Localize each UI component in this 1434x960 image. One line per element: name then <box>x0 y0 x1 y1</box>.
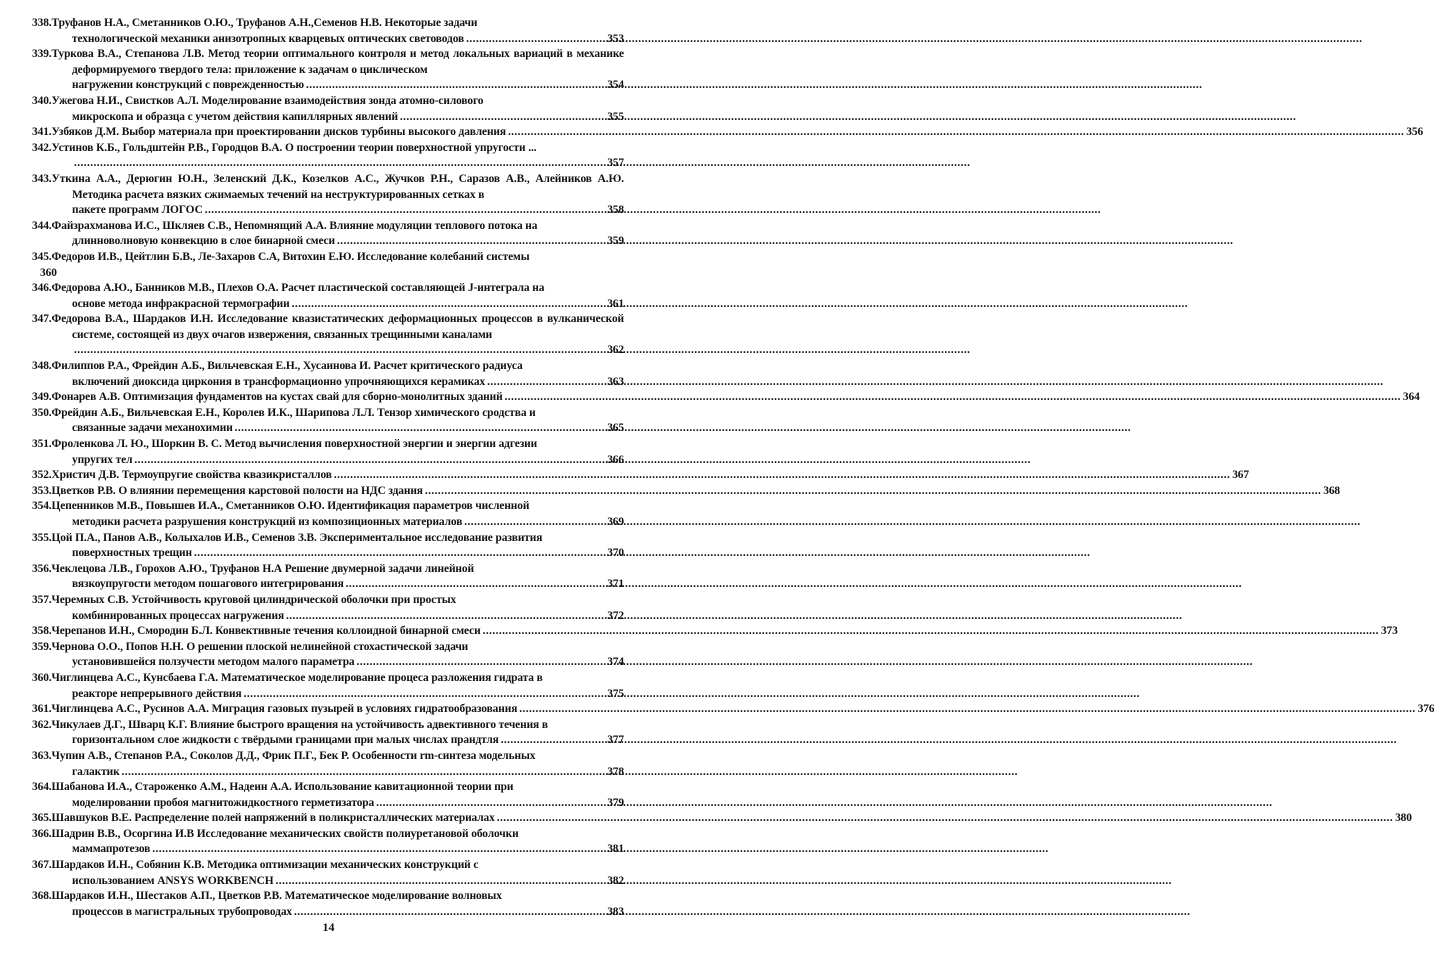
toc-entry[interactable] <box>32 94 624 125</box>
entry-page: 370 <box>607 547 624 560</box>
dot-leader <box>337 234 605 250</box>
entry-title: Федорова В.А., Шардаков И.Н. Исследование квазистатических деформационных процессов в вулканической системе, состоящей из двух очагов извержения, связанных трещинными каналами <box>51 313 624 341</box>
toc-entry[interactable] <box>32 312 624 359</box>
dot-leader <box>346 577 606 593</box>
table-of-contents <box>32 16 1434 920</box>
entry-number: 346. <box>32 282 52 295</box>
entry-title: Чернова О.О., Попов Н.Н. О решении плоской нелинейной стохастической задачи <box>51 640 469 653</box>
toc-entry[interactable] <box>32 889 624 920</box>
entry-title-end: комбинированных процессах нагружения <box>72 609 285 622</box>
entry-page: 365 <box>607 422 624 435</box>
entry-page: 362 <box>607 344 624 357</box>
toc-entry[interactable] <box>32 811 1412 827</box>
entry-number: 354. <box>32 500 52 513</box>
dot-leader <box>425 484 1321 500</box>
entry-number: 348. <box>32 360 52 373</box>
dot-leader <box>376 796 605 812</box>
entry-page: 363 <box>607 375 624 388</box>
entry-title: Черемных С.В. Устойчивость круговой цилиндрической оболочки при простых <box>51 593 457 606</box>
entry-title-end: Христич Д.В. Термоупругие свойства квазикристаллов <box>51 469 332 482</box>
entry-number: 361. <box>32 703 52 716</box>
entry-title-end: использованием ANSYS WORKBENCH <box>72 874 274 887</box>
dot-leader <box>244 687 606 703</box>
entry-title: Файзрахманова И.С., Шкляев С.В., Непомнящий А.А. Влияние модуляции теплового потока на <box>51 219 538 232</box>
entry-number: 367. <box>32 859 52 872</box>
dot-leader <box>194 546 605 562</box>
entry-number: 368. <box>32 890 52 903</box>
toc-entry[interactable] <box>32 484 1341 500</box>
entry-title-end: упругих тел <box>72 453 133 466</box>
entry-page: 375 <box>607 687 624 700</box>
entry-number: 362. <box>32 718 52 731</box>
dot-leader <box>501 733 606 749</box>
entry-number: 366. <box>32 827 52 840</box>
entry-title: Филиппов Р.А., Фрейдин А.Б., Вильчевская Е.Н., Хусаинова И. Расчет критического радиуса <box>51 360 523 373</box>
entry-number: 347. <box>32 313 52 326</box>
dot-leader <box>294 905 605 921</box>
dot-leader <box>152 842 605 858</box>
entry-number: 356. <box>32 562 52 575</box>
entry-title-end: Чиглинцева А.С., Русинов А.А. Миграция газовых пузырей в условиях гидратообразования <box>51 703 518 716</box>
entry-title: Фроленкова Л. Ю., Шоркин В. С. Метод вычисления поверхностной энергии и энергии адгезии <box>51 438 538 451</box>
entry-title-end: Узбяков Д.М. Выбор материала при проектировании дисков турбины высокого давления <box>51 126 506 139</box>
entry-number: 349. <box>32 391 52 404</box>
entry-title: Шадрин В.В., Осоргина И.В Исследование механических свойств полиуретановой оболочки <box>51 827 519 840</box>
entry-title-end: Цветков Р.В. О влиянии перемещения карстовой полости на НДС здания <box>51 484 423 497</box>
entry-number: 363. <box>32 749 52 762</box>
entry-page: 355 <box>607 110 624 123</box>
dot-leader <box>400 110 605 126</box>
entry-page: 373 <box>1380 625 1398 638</box>
dot-leader <box>276 874 606 890</box>
entry-title: Ужегова Н.И., Свистков А.Л. Моделирование взаимодействия зонда атомно-силового <box>51 94 484 107</box>
entry-title: Шардаков И.Н., Собянин К.В. Методика оптимизации механических конструкций с <box>51 859 479 872</box>
toc-entry[interactable] <box>32 624 1398 640</box>
toc-entry[interactable] <box>32 47 624 94</box>
entry-number: 344. <box>32 219 52 232</box>
toc-entry[interactable] <box>32 16 624 47</box>
dot-leader <box>497 811 1393 827</box>
entry-page: 358 <box>607 204 624 217</box>
entry-page: 374 <box>607 656 624 669</box>
entry-page: 376 <box>1417 703 1434 716</box>
entry-page: 366 <box>607 453 624 466</box>
entry-page: 364 <box>1402 391 1420 404</box>
entry-title-end: вязкоупругости методом пошагового интегрирования <box>72 578 344 591</box>
entry-page: 368 <box>1323 484 1341 497</box>
entry-page: 353 <box>607 32 624 45</box>
entry-page: 357 <box>607 157 624 170</box>
dot-leader <box>134 453 605 469</box>
entry-title-end: поверхностных трещин <box>72 547 192 560</box>
dot-leader <box>306 78 605 94</box>
toc-entry[interactable] <box>32 858 624 889</box>
entry-title: Чеклецова Л.В., Горохов А.Ю., Труфанов Н.А Решение двумерной задачи линейной <box>51 562 474 575</box>
toc-entry[interactable] <box>32 468 1249 484</box>
toc-entry[interactable] <box>32 499 624 530</box>
entry-number: 357. <box>32 593 52 606</box>
entry-title-end: связанные задачи механохимии <box>72 422 233 435</box>
dot-leader <box>519 702 1415 718</box>
toc-entry[interactable] <box>32 827 624 858</box>
entry-title: Цой П.А., Панов А.В., Колыхалов И.В., Семенов З.В. Экспериментальное исследование развития <box>51 531 543 544</box>
entry-title-end: маммапротезов <box>72 843 151 856</box>
entry-page: 379 <box>607 796 624 809</box>
dot-leader <box>286 609 605 625</box>
entry-number: 360. <box>32 671 52 684</box>
entry-title-end: реакторе непрерывного действия <box>72 687 242 700</box>
toc-entry[interactable] <box>32 640 624 671</box>
entry-title-end: Шавшуков В.Е. Распределение полей напряжений в поликристаллических материалах <box>51 812 495 825</box>
dot-leader <box>122 765 606 781</box>
dot-leader <box>466 32 605 48</box>
toc-entry[interactable] <box>32 593 624 624</box>
entry-title-end: основе метода инфракрасной термографии <box>72 297 290 310</box>
entry-page: 371 <box>607 578 624 591</box>
toc-entry[interactable] <box>32 141 624 172</box>
entry-number: 339. <box>32 48 52 61</box>
dot-leader <box>487 375 605 391</box>
entry-title-end: нагружении конструкций с поврежденностью <box>72 79 304 92</box>
entry-title-end: технологической механики анизотропных кварцевых оптических световодов <box>72 32 465 45</box>
entry-title-end: методики расчета разрушения конструкций из композиционных материалов <box>72 516 463 528</box>
entry-title-end: Черепанов И.Н., Смородин Б.Л. Конвективные течения коллоидной бинарной смеси <box>51 625 481 638</box>
toc-entry[interactable] <box>32 671 624 702</box>
toc-entry[interactable] <box>32 718 624 749</box>
dot-leader <box>205 203 606 219</box>
entry-title-end: включений диоксида циркония в трансформационно упрочняющихся керамиках <box>72 375 486 388</box>
toc-entry[interactable] <box>32 359 624 390</box>
entry-title-end: моделировании пробоя магнитожидкостного герметизатора <box>72 796 375 809</box>
entry-number: 365. <box>32 812 52 825</box>
entry-number: 345. <box>32 250 52 263</box>
dot-leader <box>483 624 1379 640</box>
entry-number: 340. <box>32 94 52 107</box>
entry-page: 360 <box>40 266 57 279</box>
toc-entry[interactable] <box>32 219 624 250</box>
entry-page: 377 <box>607 734 624 747</box>
dot-leader <box>357 655 606 671</box>
toc-entry[interactable] <box>32 281 624 312</box>
entry-title-end: процессов в магистральных трубопроводах <box>72 905 293 918</box>
entry-page: 372 <box>607 609 624 622</box>
entry-title: Федорова А.Ю., Банников М.В., Плехов О.А. Расчет пластической составляющей J-интеграла на <box>51 282 545 295</box>
entry-number: 341. <box>32 126 52 139</box>
entry-number: 338. <box>32 17 52 29</box>
entry-title: Шардаков И.Н., Шестаков А.П., Цветков Р.В. Математическое моделирование волновых <box>51 890 502 903</box>
toc-entry[interactable] <box>32 172 624 219</box>
entry-page: 381 <box>607 843 624 856</box>
entry-number: 364. <box>32 781 52 794</box>
entry-page: 359 <box>607 235 624 248</box>
entry-page: 354 <box>607 79 624 92</box>
entry-number: 352. <box>32 469 52 482</box>
entry-title: Устинов К.Б., Гольдштейн Р.В., Городцов В.А. О построении теории поверхностной упругости ... <box>51 141 537 154</box>
page-number: 14 <box>322 920 335 934</box>
dot-leader <box>464 515 605 531</box>
entry-title: Уткина А.А., Дерюгин Ю.Н., Зеленский Д.К., Козелков А.С., Жучков Р.Н., Саразов А.В., Алейников А.Ю. Методика расчета вязких сжимаемых течений на неструктурированных сетках в <box>51 172 624 201</box>
toc-entry[interactable] <box>32 390 1420 406</box>
entry-title-end: установившейся ползучести методом малого параметра <box>72 656 355 669</box>
entry-number: 353. <box>32 484 52 497</box>
toc-entry[interactable] <box>32 437 624 468</box>
dot-leader <box>235 421 606 437</box>
entry-number: 351. <box>32 438 52 451</box>
entry-title-end: Фонарев А.В. Оптимизация фундаментов на кустах свай для сборно-монолитных зданий <box>51 391 503 404</box>
entry-title: Шабанова И.А., Староженко А.М., Надеин А.А. Использование кавитационной теории при <box>51 781 514 794</box>
entry-page: 383 <box>607 905 624 918</box>
entry-title-end: галактик <box>72 765 120 778</box>
entry-title-end: пакете программ ЛОГОС <box>72 204 203 217</box>
entry-title: Фрейдин А.Б., Вильчевская Е.Н., Королев И.К., Шарипова Л.Л. Тензор химического сродства и <box>51 406 536 419</box>
entry-title-end: горизонтальном слое жидкости с твёрдыми границами при малых числах прандтля <box>72 734 499 747</box>
toc-entry[interactable] <box>32 562 624 593</box>
entry-page: 380 <box>1395 812 1412 825</box>
entry-page: 382 <box>607 874 624 887</box>
entry-page: 356 <box>1406 126 1424 139</box>
entry-number: 355. <box>32 531 52 544</box>
entry-title-end: микроскопа и образца с учетом действия капиллярных явлений <box>72 110 398 123</box>
toc-entry[interactable] <box>32 531 624 562</box>
entry-number: 343. <box>32 172 52 185</box>
toc-entry[interactable] <box>32 125 1424 141</box>
entry-page: 367 <box>1232 469 1249 482</box>
entry-page: 378 <box>607 765 624 778</box>
dot-leader <box>292 297 606 313</box>
entry-number: 342. <box>32 141 52 154</box>
entry-title: Цепенников М.В., Повышев И.А., Сметанников О.Ю. Идентификация параметров численной <box>51 500 530 513</box>
entry-title: Чупин А.В., Степанов Р.А., Соколов Д.Д., Фрик П.Г., Бек Р. Особенности rm-синтеза модельных <box>51 749 536 762</box>
entry-title: Федоров И.В., Цейтлин Б.В., Ле-Захаров С.А, Витохин Е.Ю. Исследование колебаний системы <box>51 250 530 263</box>
entry-title-end: длинноволновую конвекцию в слое бинарной смеси <box>72 235 335 248</box>
entry-number: 358. <box>32 625 52 638</box>
entry-number: 350. <box>32 406 52 419</box>
entry-title: Труфанов Н.А., Сметанников О.Ю., Труфанов А.Н.,Семенов Н.В. Некоторые задачи <box>51 17 478 29</box>
toc-entry[interactable] <box>32 749 624 780</box>
entry-title: Чиглинцева А.С., Кунсбаева Г.А. Математическое моделирование процеса разложения гидрата в <box>51 671 543 684</box>
toc-entry[interactable] <box>32 780 624 811</box>
entry-title: Чикулаев Д.Г., Шварц К.Г. Влияние быстрого вращения на устойчивость адвективного течения в <box>51 718 548 731</box>
entry-number: 359. <box>32 640 52 653</box>
dot-leader <box>74 343 605 359</box>
dot-leader <box>334 468 1230 484</box>
dot-leader <box>505 390 1401 406</box>
dot-leader <box>74 156 605 172</box>
toc-entry[interactable] <box>32 250 624 281</box>
entry-page: 361 <box>607 297 624 310</box>
toc-entry[interactable] <box>32 406 624 437</box>
toc-entry[interactable] <box>32 702 1434 718</box>
entry-page: 369 <box>607 516 624 528</box>
dot-leader <box>508 125 1404 141</box>
entry-title: Туркова В.А., Степанова Л.В. Метод теории оптимального контроля и метод локальных вариаций в механике деформируемого твердого тела: приложение к задачам о циклическом <box>51 48 624 76</box>
